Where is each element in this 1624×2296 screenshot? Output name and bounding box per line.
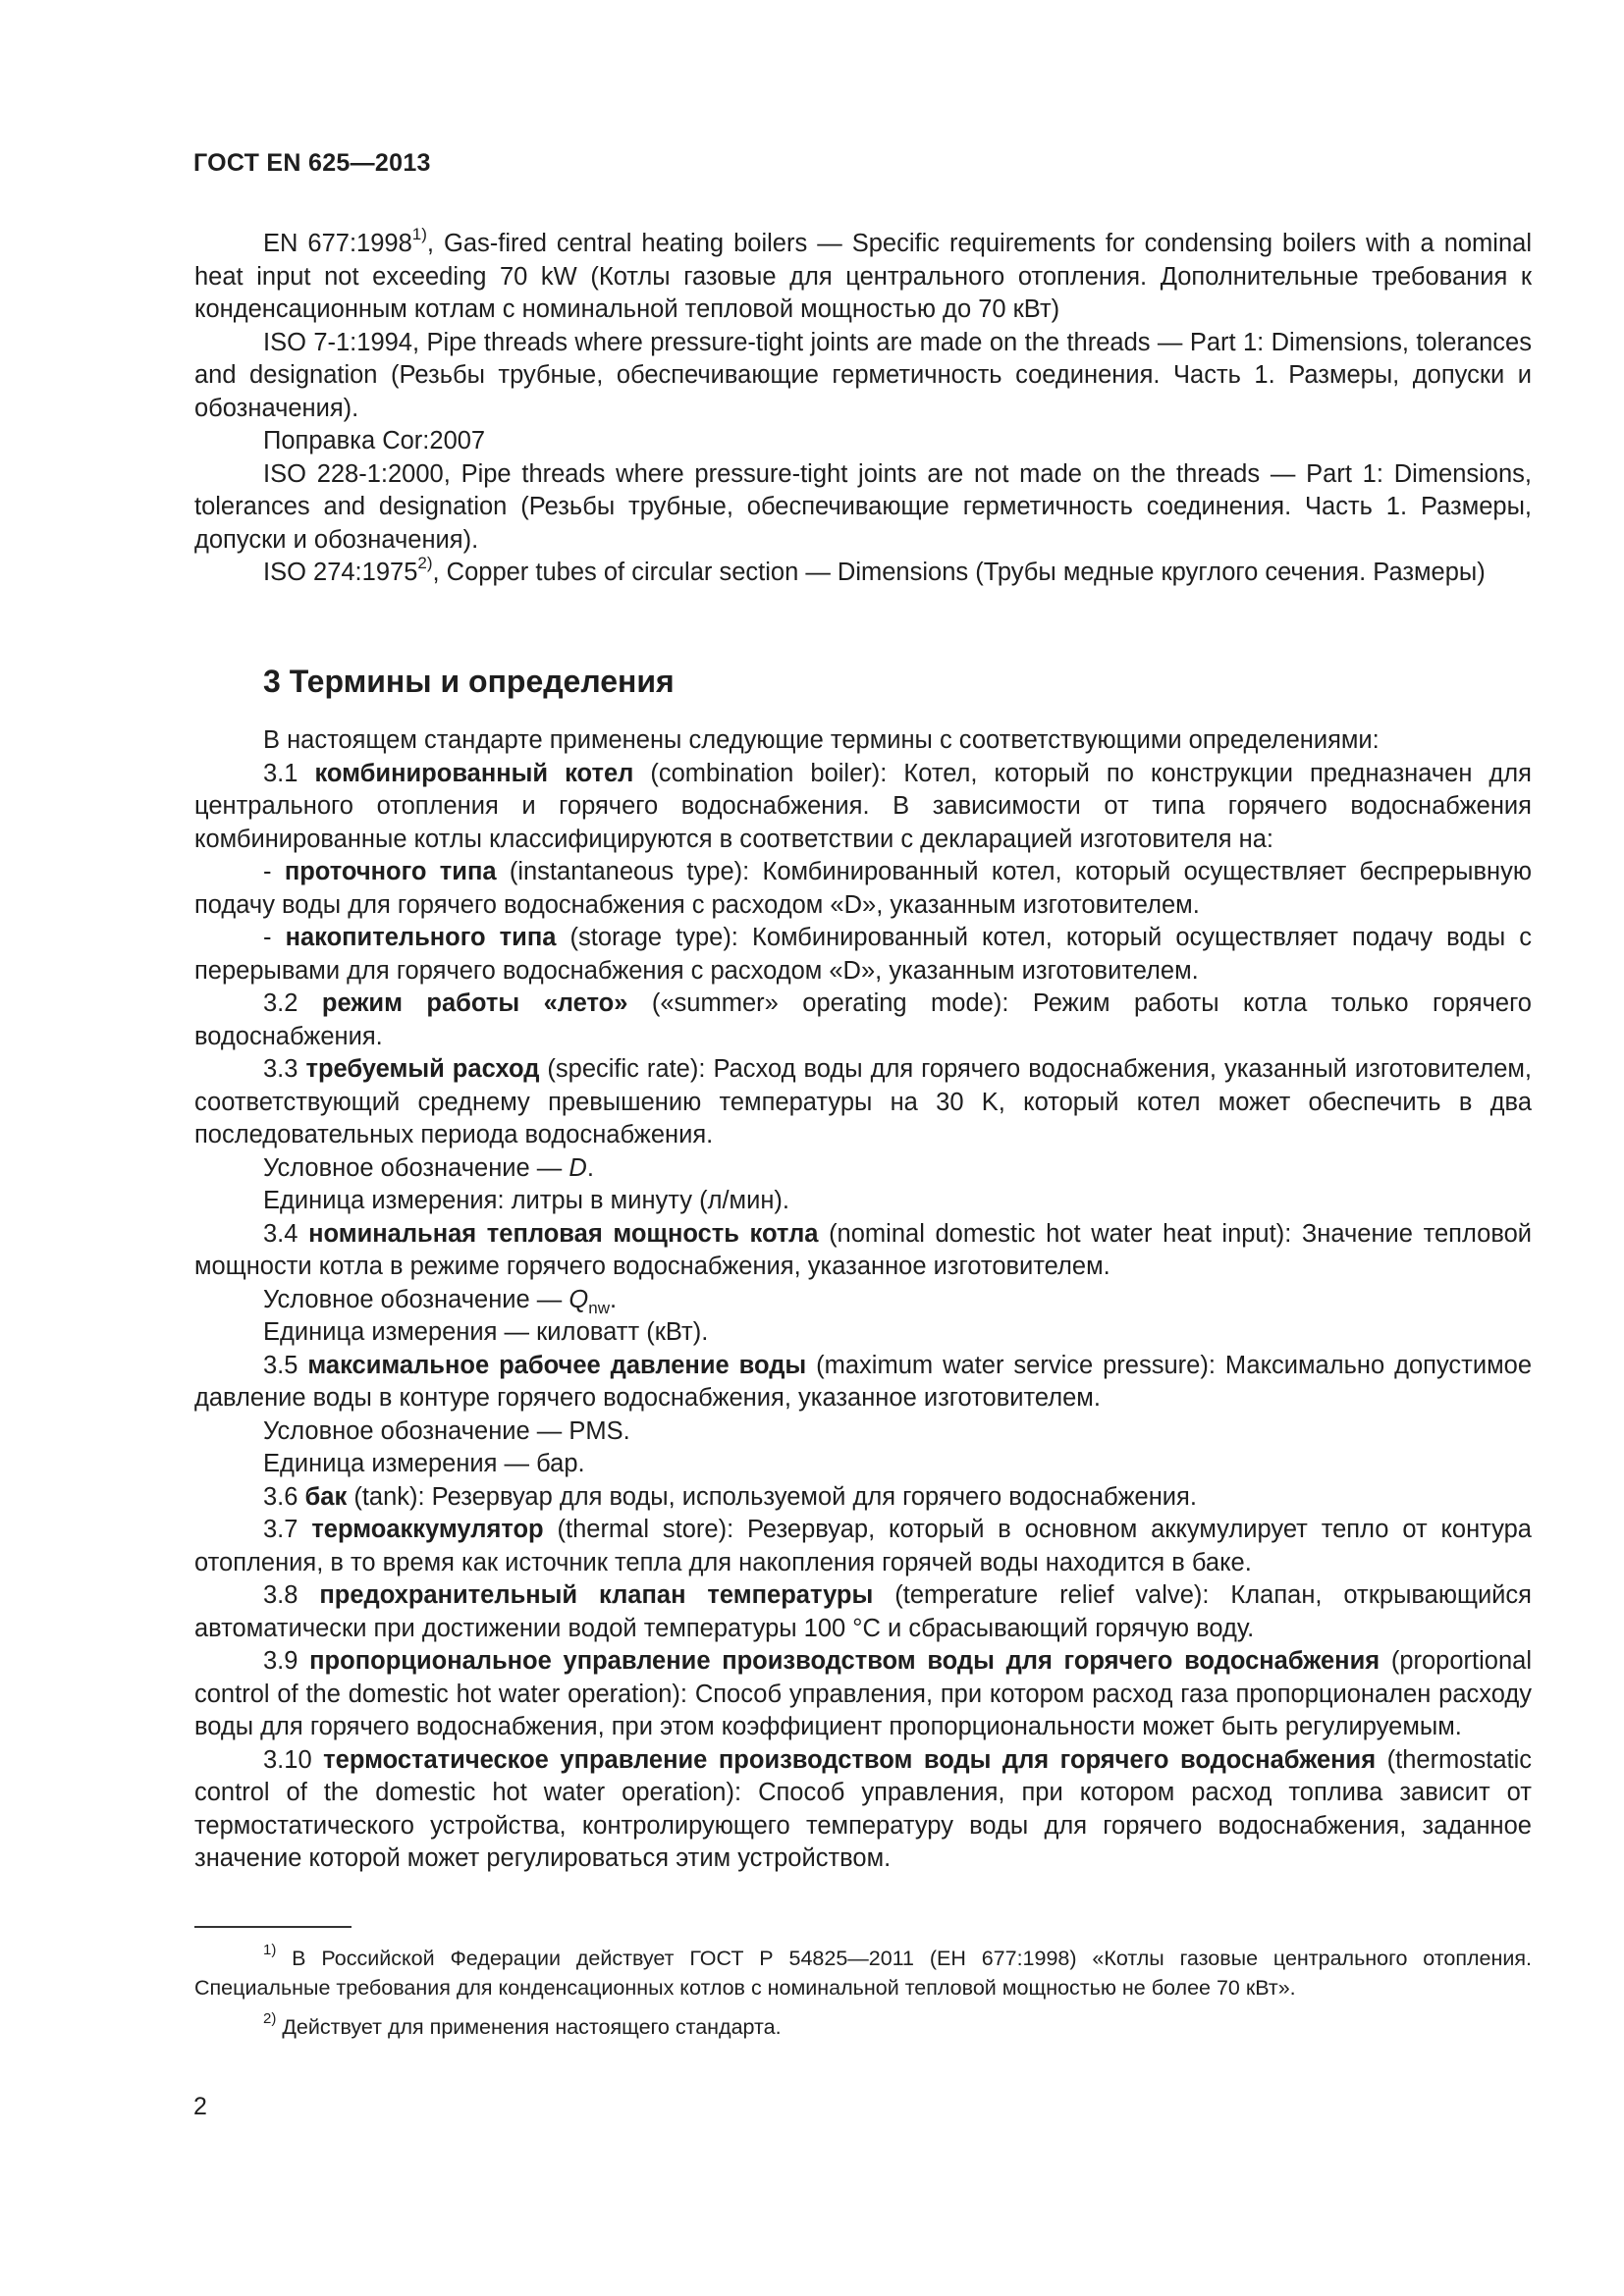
term-name: комбинированный котел <box>314 759 634 787</box>
section-title-text: Термины и определения <box>289 664 675 699</box>
normative-references <box>194 224 1532 590</box>
term-name: предохранительный клапан температуры <box>319 1581 874 1609</box>
footnote-marker: 2) <box>263 2009 277 2027</box>
reference-item: EN 677:1998$^{1)}$, Gas-fired central heating boilers — Specific requirements for condensing boilers with a nominal heat input not exceeding 70 kW (Котлы газовые для центрального отопления. Дополнительные требования к конденсационным котлам с номинальной тепловой мощностью до 70 кВт) <box>194 224 1532 323</box>
term-entry: 3.1 комбинированный котел (combination boiler): Котел, который по конструкции предназначен для центрального отопления и горячего водоснабжения. В зависимости от типа горячего водоснабжения комбинированные котлы классифицируются в соответствии с декларацией изготовителя на: <box>194 759 1532 853</box>
term-entry: 3.8 предохранительный клапан температуры (temperature relief valve): Клапан, открывающийся автоматически при достижении водой температуры 100 °C и сбрасывающий горячую воду. <box>194 1581 1532 1642</box>
page-number: 2 <box>193 2093 207 2120</box>
reference-item: ISO 228-1:2000, Pipe threads where pressure-tight joints are not made on the threads — Part 1: Dimensions, tolerances and designation (Резьбы трубные, обеспечивающие герметичность соединения. Часть 1. Размеры, допуски и обозначения). <box>194 459 1532 554</box>
term-name: термоаккумулятор <box>311 1516 544 1543</box>
term-subtype: - накопительного типа (storage type): Комбинированный котел, который осуществляет подачу воды с перерывами для горячего водоснабжения с расходом «D», указанным изготовителем. <box>194 924 1532 985</box>
reference-item: Поправка Cor:2007 <box>263 427 486 454</box>
term-entry: 3.10 термостатическое управление производством воды для горячего водоснабжения (thermostatic control of the domestic hot water operation): Способ управления, при котором расход топлива зависит от термостатического устройства, контролирующего температуру воды для горячего водоснабжения, заданное значение которой может регулироваться этим устройством. <box>194 1745 1532 1872</box>
term-entry: 3.2 режим работы «лето» («summer» operating mode): Режим работы котла только горячего водоснабжения. <box>194 989 1532 1050</box>
term-name: проточного типа <box>284 858 497 885</box>
term-subtype: - проточного типа (instantaneous type): Комбинированный котел, который осуществляет беспрерывную подачу воды для горячего водоснабжения с расходом «D», указанным изготовителем. <box>194 858 1532 919</box>
section-number: 3 <box>263 664 281 699</box>
term-entry: 3.7 термоаккумулятор (thermal store): Резервуар, который в основном аккумулирует тепло от контура отопления, в то время как источник тепла для накопления горячей воды находится в баке. <box>194 1516 1532 1576</box>
footnote-divider <box>194 1926 352 1928</box>
footnote: $^{1)}$ В Российской Федерации действует ГОСТ Р 54825—2011 (ЕН 677:1998) «Котлы газовые центрального отопления. Специальные требования для конденсационных котлов с номинальной тепловой мощностью не более 70 кВт». <box>194 1941 1532 2000</box>
reference-item: ISO 7-1:1994, Pipe threads where pressure-tight joints are made on the threads — Part 1: Dimensions, tolerances and designation (Резьбы трубные, обеспечивающие герметичность соединения. Часть 1. Размеры, допуски и обозначения). <box>194 328 1532 422</box>
reference-item: ISO 274:1975$^{2)}$, Copper tubes of circular section — Dimensions (Трубы медные круглого сечения. Размеры) <box>263 553 1486 586</box>
term-name: бак <box>304 1482 348 1511</box>
footnote: $^{2)}$ Действует для применения настоящего стандарта. <box>263 2009 782 2039</box>
term-name: режим работы «лето» <box>321 989 628 1017</box>
term-unit: Единица измерения — киловатт (кВт). <box>263 1318 709 1346</box>
term-symbol: Условное обозначение — D. <box>263 1153 594 1182</box>
document-header: ГОСТ EN 625—2013 <box>193 149 431 177</box>
footnotes <box>194 1941 1532 2052</box>
section-heading <box>263 664 675 700</box>
term-unit: Единица измерения — бар. <box>263 1450 585 1477</box>
footnote-marker: 1) <box>411 224 427 243</box>
term-name: пропорциональное управление производством воды для горячего водоснабжения <box>309 1647 1380 1675</box>
term-entry: 3.5 максимальное рабочее давление воды (maximum water service pressure): Максимально допустимое давление воды в контуре горячего водоснабжения, указанное изготовителем. <box>194 1351 1532 1412</box>
footnote-marker: 1) <box>263 1941 277 1958</box>
term-entry: 3.6 бак (tank): Резервуар для воды, используемой для горячего водоснабжения. <box>263 1482 1197 1511</box>
term-unit: Единица измерения: литры в минуту (л/мин). <box>263 1187 789 1214</box>
section-intro: В настоящем стандарте применены следующие термины с соответствующими определениями: <box>263 726 1380 754</box>
footnote-marker: 2) <box>417 553 433 572</box>
term-name: требуемый расход <box>305 1055 540 1083</box>
term-symbol: Условное обозначение — PMS. <box>263 1416 630 1445</box>
term-symbol: Условное обозначение — $Q_{nw}$. <box>263 1285 618 1317</box>
term-name: термостатическое управление производством воды для горячего водоснабжения <box>323 1745 1377 1774</box>
term-entry: 3.3 требуемый расход (specific rate): Расход воды для горячего водоснабжения, указанный изготовителем, соответствующий среднему превышению температуры на 30 K, который котел может обеспечить в два последовательных периода водоснабжения. <box>194 1055 1532 1148</box>
term-name: накопительного типа <box>285 924 557 951</box>
terms-list <box>194 724 1532 1876</box>
term-name: максимальное рабочее давление воды <box>307 1351 807 1379</box>
term-entry: 3.9 пропорциональное управление производством воды для горячего водоснабжения (proportional control of the domestic hot water operation): Способ управления, при котором расход газа пропорционален расходу воды для горячего водоснабжения, при этом коэффициент пропорциональности может быть регулируемым. <box>194 1647 1533 1740</box>
term-entry: 3.4 номинальная тепловая мощность котла (nominal domestic hot water heat input): Значение тепловой мощности котла в режиме горячего водоснабжения, указанное изготовителем. <box>194 1219 1533 1280</box>
term-name: номинальная тепловая мощность котла <box>308 1219 819 1248</box>
